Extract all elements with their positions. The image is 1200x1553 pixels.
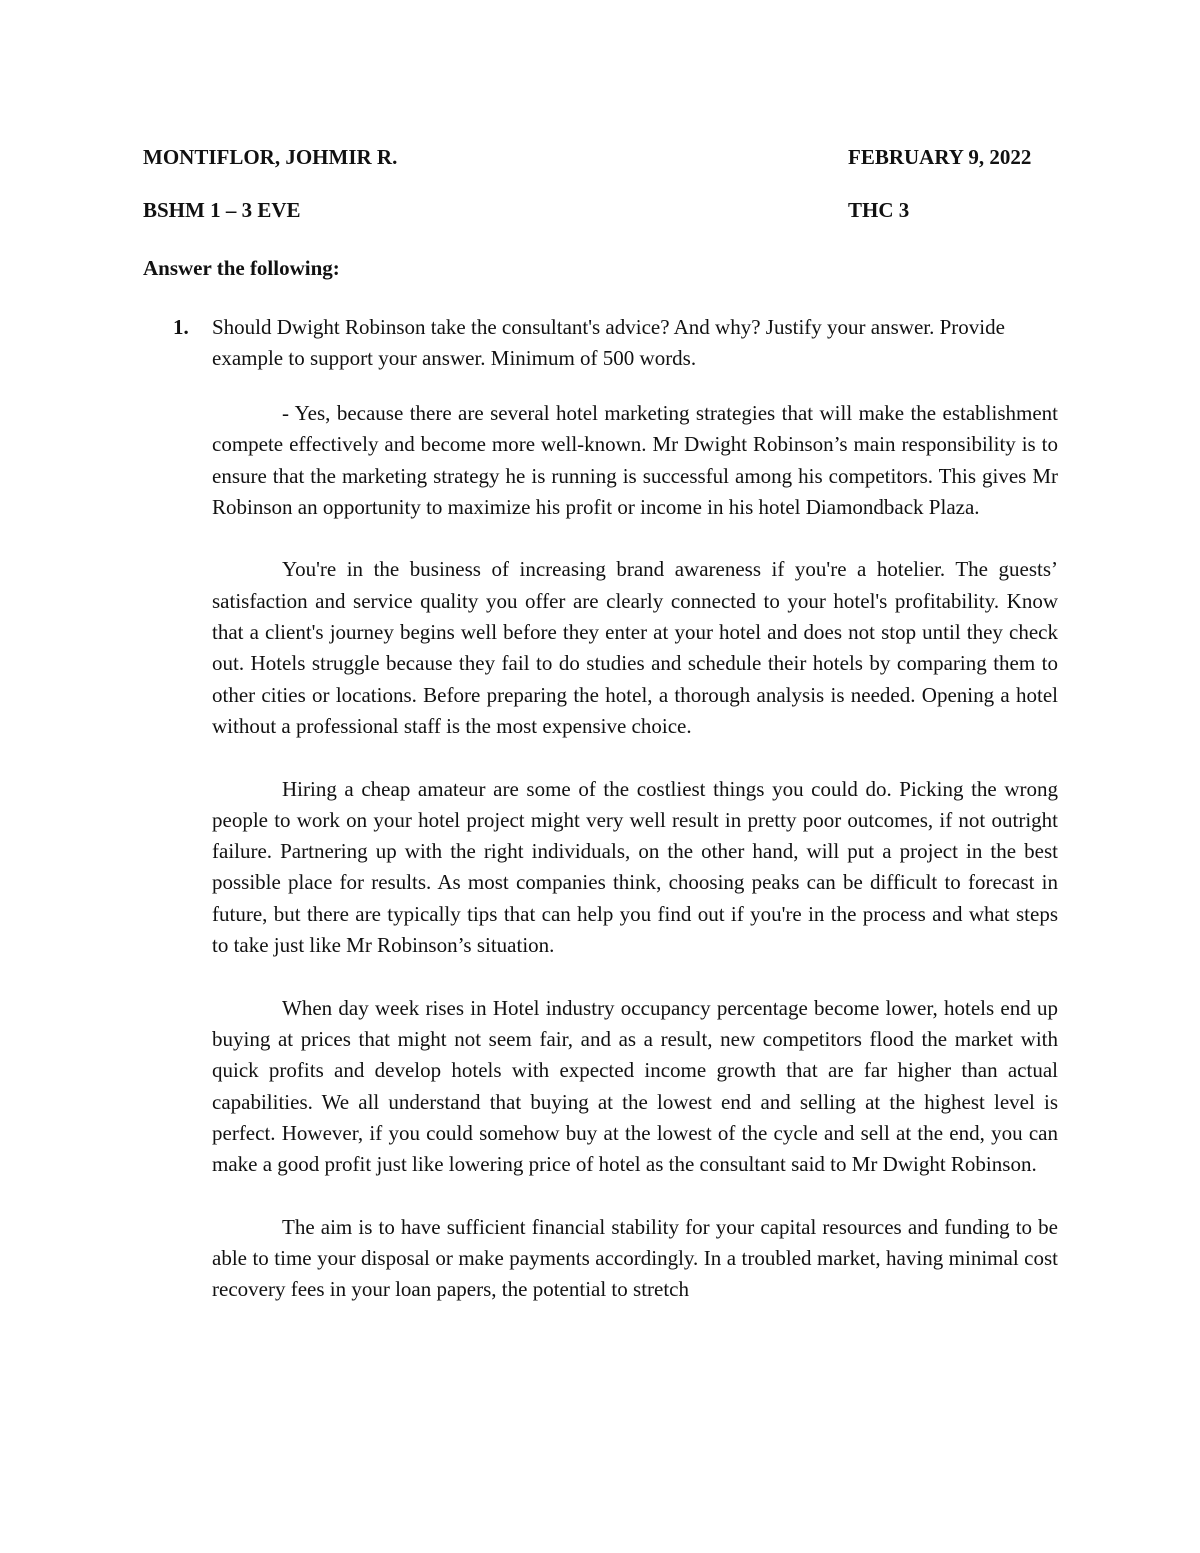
answer-paragraph: When day week rises in Hotel industry occupancy percentage become lower, hotels end up buying at prices that might not seem fair, and as a result, new competitors flood the market with quick profits and develop hotels with expected income growth that are far higher than actual capabilities. We all understand that buying at the lowest end and selling at the highest level is perfect. However, if you could somehow buy at the lowest of the cycle and sell at the end, you can make a good profit just like lowering price of hotel as the consultant said to Mr Dwight Robinson. — [212, 995, 1058, 1177]
answer-paragraph: Hiring a cheap amateur are some of the costliest things you could do. Picking the wrong people to work on your hotel project might very well result in pretty poor outcomes, if not outright failure. Partnering up with the right individuals, on the other hand, will put a project in the best possible place for results. As most companies think, choosing peaks can be difficult to forecast in future, but there are typically tips that can help you find out if you're in the process and what steps to take just like Mr Robinson’s situation. — [212, 776, 1058, 958]
answer-paragraph: The aim is to have sufficient financial stability for your capital resources and funding to be able to time your disposal or make payments accordingly. In a troubled market, having minimal cost recovery fees in your loan papers, the potential to stretch — [212, 1214, 1058, 1302]
class-section: BSHM 1 – 3 EVE — [143, 198, 301, 222]
instruction-heading: Answer the following: — [143, 256, 340, 280]
submission-date: FEBRUARY 9, 2022 — [848, 145, 1032, 169]
answer-paragraph: - Yes, because there are several hotel marketing strategies that will make the establishment compete effectively and become more well-known. Mr Dwight Robinson’s main responsibility is to ensure that the marketing strategy he is running is successful among his competitors. This gives Mr Robinson an opportunity to maximize his profit or income in his hotel Diamondback Plaza. — [212, 401, 1058, 519]
question-item — [143, 312, 1063, 374]
course-code: THC 3 — [848, 198, 910, 222]
student-name: MONTIFLOR, JOHMIR R. — [143, 145, 398, 169]
answer-body — [212, 398, 1058, 1337]
question-text: Should Dwight Robinson take the consultant's advice? And why? Justify your answer. Provide example to support your answer. Minimum of 500 words. — [212, 315, 1005, 370]
question-number: 1. — [173, 315, 189, 339]
answer-paragraph: You're in the business of increasing brand awareness if you're a hotelier. The guests’ satisfaction and service quality you offer are clearly connected to your hotel's profitability. Know that a client's journey begins well before they enter at your hotel and does not stop until they check out. Hotels struggle because they fail to do studies and schedule their hotels by comparing them to other cities or locations. Before preparing the hotel, a thorough analysis is needed. Opening a hotel without a professional staff is the most expensive choice. — [212, 557, 1058, 738]
